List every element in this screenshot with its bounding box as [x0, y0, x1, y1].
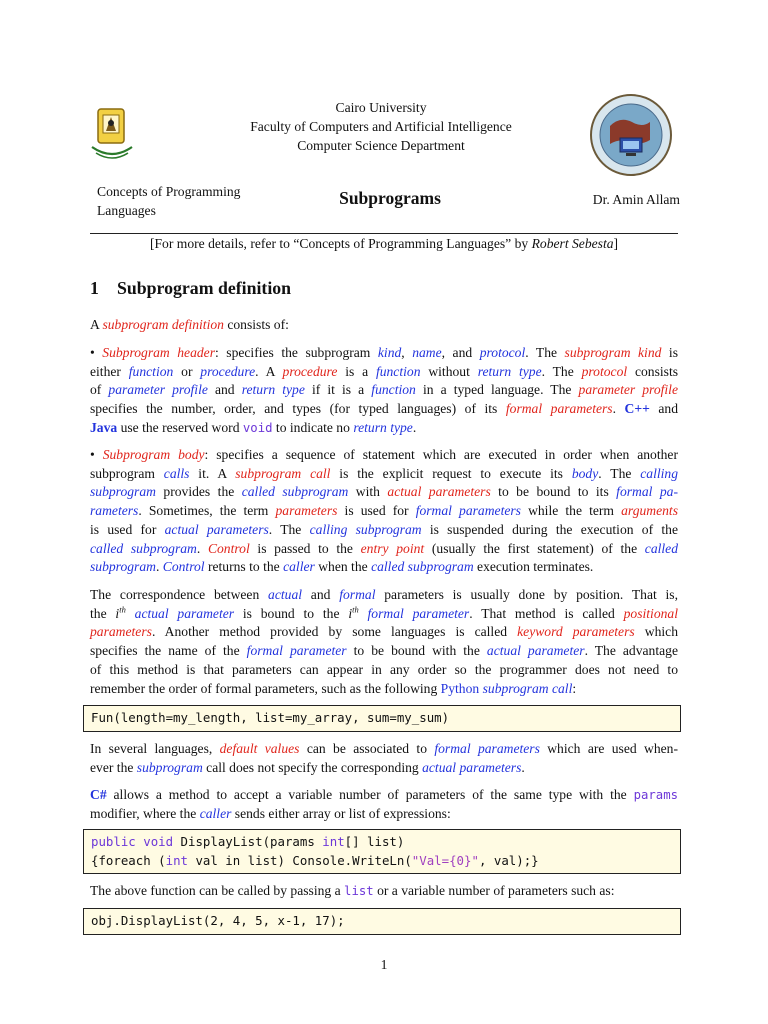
header-divider [90, 233, 678, 234]
course-name: Concepts of Programming Languages [97, 184, 241, 218]
paragraph-subprogram-header: • Subprogram header: specifies the subprogram kind, name, and protocol. The subprogram kind is either function or procedure. A procedure is a function without return type. The protocol consists of parameter profile and return type if it is a function in a typed language. The parameter profile specifies the number, order, and types (for typed languages) of its formal parameters. C++ and Java use the reserved word void to indicate no return type. [90, 345, 679, 435]
faculty-seal-logo [584, 92, 678, 178]
code-block-obj-call: obj.DisplayList(2, 4, 5, x-1, 17); [83, 908, 681, 935]
reference-note: [For more details, refer to “Concepts of Programming Languages” by Robert Sebesta] [149, 236, 619, 251]
code-block-python-call: Fun(length=my_length, list=my_array, sum=my_sum) [83, 705, 681, 732]
cairo-university-logo [86, 103, 138, 167]
paragraph-csharp-params: C# allows a method to accept a variable number of parameters of the same type with the params modifier, where the caller sends either array or list of expressions: [90, 787, 678, 821]
section-heading: 1 Subprogram definition [90, 278, 292, 298]
paragraph-intro: A subprogram definition consists of: [90, 317, 289, 332]
document-title: Subprograms [339, 188, 441, 208]
paragraph-default-values: In several languages, default values can be associated to formal parameters which are used when- ever the subprogram call does not specify the corresponding actual parameters. [90, 741, 678, 775]
code-block-displaylist: public void DisplayList(params int[] list) {foreach (int val in list) Console.WriteLn("Val={0}", val);} [83, 829, 681, 874]
paragraph-subprogram-body: • Subprogram body: specifies a sequence of statement which are executed in order when another subprogram calls it. A subprogram call is the explicit request to execute its body. The calling subprogram provides the called subprogram with actual parameters to be bound to its formal pa- rameters. Sometimes, the term parameters is used for formal parameters while the term arguments is used for actual parameters. The calling subprogram is suspended during the execution of the called subprogram. Control is passed to the entry point (usually the first statement) of the called subprogram. Control returns to the caller when the called subprogram execution terminates. [90, 447, 679, 575]
department-name: Computer Science Department [297, 138, 465, 153]
author-name: Dr. Amin Allam [592, 192, 680, 207]
page-number: 1 [380, 957, 388, 972]
university-name: Cairo University [335, 100, 427, 115]
paragraph-parameter-correspondence: The correspondence between actual and formal parameters is usually done by position. That is, the $i^{th}$ actual parameter is bound to the $i^{th}$ formal parameter. That method is called positional parameters. Another method provided by some languages is called keyword parameters which specifies the name of the formal parameter to be bound with the actual parameter. The advantage of this method is that parameters can appear in any order so the programmer does not need to remember the order of formal parameters, such as the following Python subprogram call: [90, 587, 678, 696]
paragraph-call-example: The above function can be called by passing a list or a variable number of parameters such as: [90, 883, 615, 898]
faculty-name: Faculty of Computers and Artificial Intelligence [250, 119, 512, 134]
